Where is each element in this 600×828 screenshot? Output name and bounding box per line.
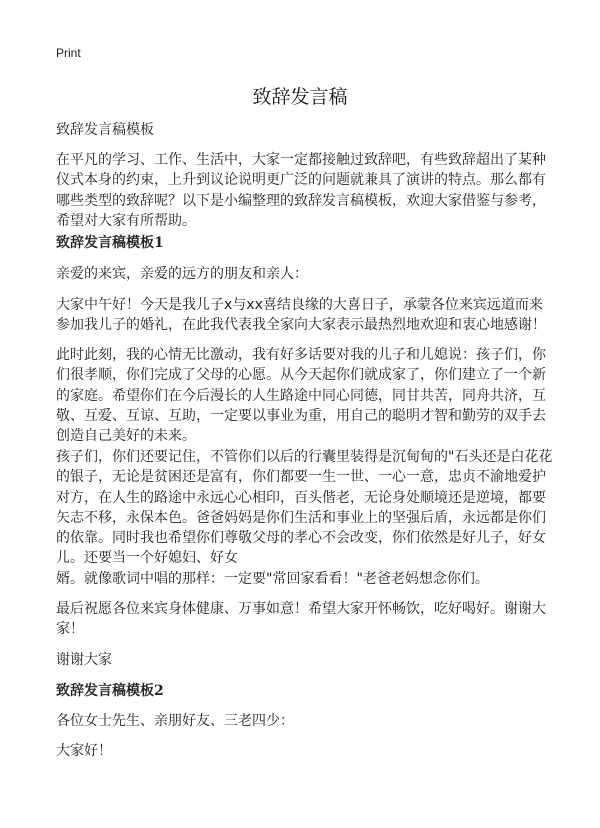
section1-paragraph-2: 大家中午好！今天是我儿子x与xx喜结良缘的大喜日子，承蒙各位来宾远道而来参加我儿子的婚礼，在此我代表我全家向大家表示最热烈地欢迎和衷心地感谢！	[56, 297, 546, 334]
section1-paragraph-3: 此时此刻，我的心情无比激动，我有好多话要对我的儿子和儿媳说：孩子们，你们很孝顺，你们完成了父母的心愿。从今天起你们就成家了，你们建立了一个新的家庭。希望你们在今后漫长的人生路途中同心同德，同甘共苦，同舟共济，互敬、互爱、互谅、互助，一定要以事业为重，用自己的聪明才智和勤劳的双手去创造自己美好的未来。	[56, 347, 546, 445]
document-title: 致辞发言稿	[252, 86, 348, 108]
section2-heading: 致辞发言稿模板2	[56, 683, 164, 699]
section2-paragraph-1: 各位女士先生、亲朋好友、三老四少：	[56, 713, 294, 729]
subtitle: 致辞发言稿模板	[56, 122, 154, 138]
section2-paragraph-2: 大家好！	[56, 743, 112, 759]
section1-paragraph-5: 婿。就像歌词中唱的那样：一定要"常回家看看！"老爸老妈想念你们。	[56, 571, 489, 587]
section1-paragraph-7: 谢谢大家	[56, 652, 112, 668]
section1-heading: 致辞发言稿模板1	[56, 235, 164, 251]
print-link[interactable]: Print	[56, 46, 81, 60]
intro-paragraph: 在平凡的学习、工作、生活中，大家一定都接触过致辞吧，有些致辞超出了某种仪式本身的约束，上升到议论说明更广泛的问题就兼具了演讲的特点。那么都有哪些类型的致辞呢？以下是小编整理的致辞发言稿模板，欢迎大家借鉴与参考，希望对大家有所帮助。	[56, 152, 546, 229]
section1-paragraph-4: 孩子们，你们还要记住，不管你们以后的行囊里装得是沉甸甸的"石头还是白花花的银子，无论是贫困还是富有，你们都要一生一世、一心一意，忠贞不渝地爱护对方，在人生的路途中永远心心相印，百头偕老，无论身处顺境还是逆境，都要矢志不移，永保本色。爸爸妈妈是你们生活和事业上的坚强后盾，永远都是你们的依靠。同时我也希望你们尊敬父母的孝心不会改变，你们依然是好儿子，好女儿。还要当一个好媳妇、好女	[56, 449, 553, 567]
section1-paragraph-1: 亲爱的来宾，亲爱的远方的朋友和亲人：	[56, 266, 308, 282]
section1-paragraph-6: 最后祝愿各位来宾身体健康、万事如意！希望大家开怀畅饮，吃好喝好。谢谢大家！	[56, 601, 546, 638]
